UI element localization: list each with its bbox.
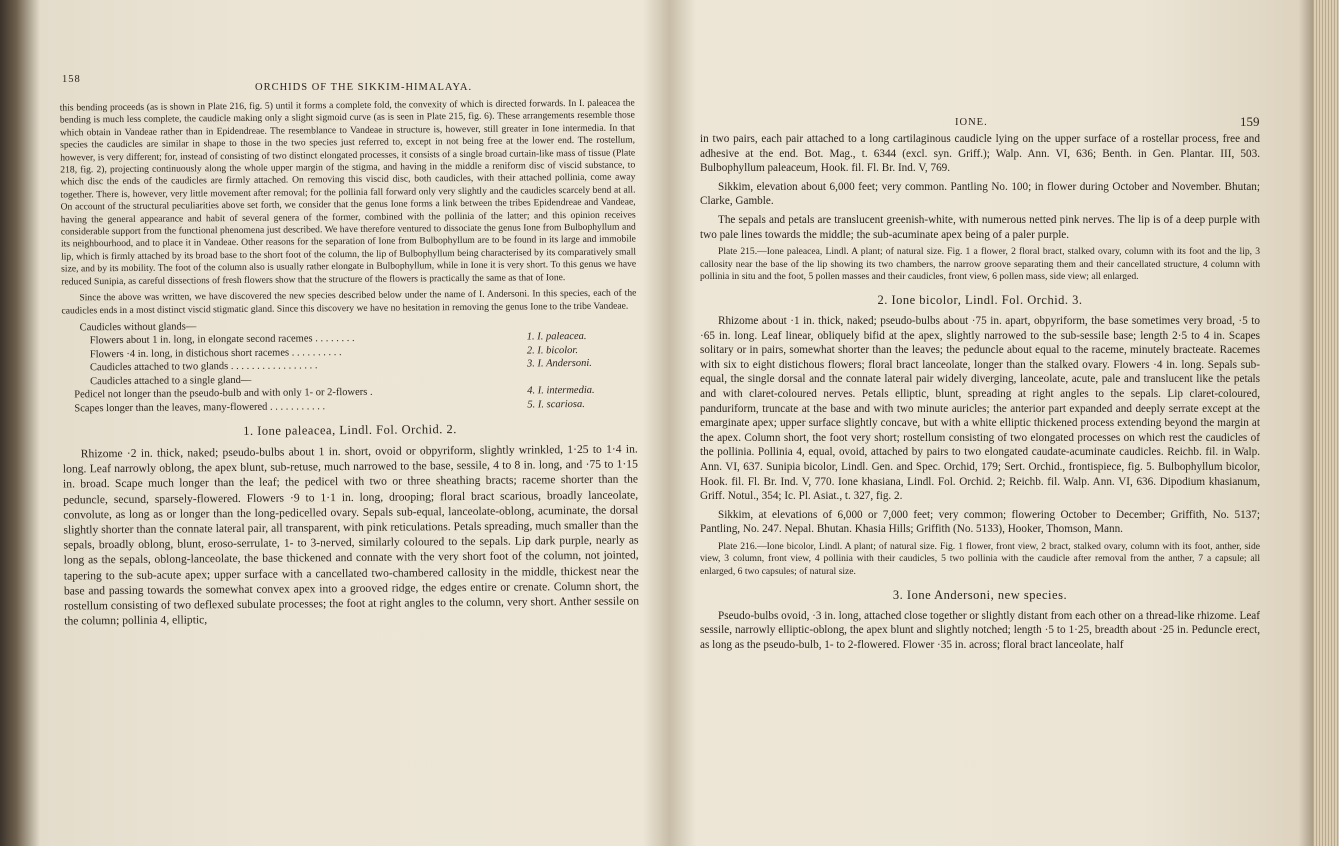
species-heading-3: 3. Ione Andersoni, new species.: [892, 588, 1068, 603]
species-heading-1: 1. Ione paleacea, Lindl. Fol. Orchid. 2.: [243, 422, 457, 439]
key-row: Flowers about 1 in. long, in elongate second racemes . . . . . . . . 1. I. paleacea.: [89, 331, 587, 347]
plate-216-caption: Plate 216.—Ione bicolor, Lindl. A plant; of natural size. Fig. 1 flower, front view, 2 bract, stalked ovary, column with its foot, anther, side view, 3 column, front view, 4 pollinia with their caudicles, 5 two pollinia with the caudicle after removal from the anther, 7 a capsule; all enlarged, 6 two capsules; of natural size.: [700, 540, 1260, 577]
left-running-head: ORCHIDS OF THE SIKKIM-HIMALAYA.: [255, 82, 473, 93]
species-description-1: Rhizome ·2 in. thick, naked; pseudo-bulbs about 1 in. short, ovoid or obpyriform, slightly wrinkled, 1·25 to 1·4 in. long. Leaf narrowly oblong, the apex blunt, sub-retuse, much narrowed to the base, sessile, 4 to 8 in. long, and ·75 to 1·15 in. broad. Scape much longer than the leaf; the pedicel with two or three sheathing bracts; raceme shorter than the peduncle, secund, sparsely-flowered. Flowers ·9 to 1·1 in. long, drooping; floral bract scarious, broadly lanceolate, convolute, as long as or longer than the long-pedicelled ovary. Sepals sub-equal, lanceolate-oblong, acuminate, the dorsal slightly shorter than the connate lateral pair, all transparent, with pink reticulations. Petals spreading, much smaller than the sepals, broadly oblong, blunt, eroso-serrulate, 1- to 3-nerved, similarly coloured to the sepals. Lip dark purple, nearly as long as the sepals, oblong-lanceolate, the base thickened and connate with the very short foot of the column, not jointed, tapering to the sub-acute apex; upper surface with a cancellated two-chambered callosity in the middle, thickest near the base and passing towards the somewhat convex apex into a grooved ridge, the edges entire or crenate. Column short, the rostellum consisting of two deflexed subulate processes; the foot at right angles to the column, very short. Anther sessile on the column; pollinia 4, elliptic,: [62, 442, 640, 628]
key-row: Scapes longer than the leaves, many-flowered . . . . . . . . . . . 5. I. scariosa.: [74, 398, 585, 415]
species-description-3: Pseudo-bulbs ovoid, ·3 in. long, attached close together or slightly distant from each other on a thread-like rhizome. Leaf sessile, narrowly elliptic-oblong, the apex blunt and slightly notched; length ·5 to 1·25, breadth about ·25 in. Peduncle erect, as long as the pseudo-bulb, 1- to 2-flowered. Flower ·35 in. across; floral bract lanceolate, half: [700, 609, 1260, 651]
right-running-head: IONE.: [955, 117, 988, 128]
left-intro-2: Since the above was written, we have discovered the new species described below under the name of I. Andersoni. In this species, each of the caudicles ends in a most distinct viscid stigmatic gland. Since this discovery we have no hesitation in removing the genus Ione to the tribe Vandeae.: [61, 287, 637, 317]
key-row: Flowers ·4 in. long, in distichous short racemes . . . . . . . . . . 2. I. bicolor.: [89, 344, 578, 361]
key-title: Caudicles without glands—: [79, 321, 197, 334]
right-p1: in two pairs, each pair attached to a long cartilaginous caudicle lying on the upper surface of a rostellar process, free and adhesive at the end. Bot. Mag., t. 6344 (excl. syn. Griff.); Walp. Ann. VI, 636; Benth. in Gen. Plantar. III, 503. Bulbophyllum paleaceum, Hook. fil. Fl. Br. Ind. V, 769.: [700, 133, 1260, 175]
key-row: Caudicles attached to two glands . . . . . . . . . . . . . . . . . 3. I. Andersoni.: [89, 358, 592, 374]
species-heading-2: 2. Ione bicolor, Lindl. Fol. Orchid. 3.: [877, 293, 1083, 308]
right-p3: The sepals and petals are translucent greenish-white, with numerous netted pink nerves. The lip is of a deep purple with two pale lines towards the middle; the sub-acuminate apex being of a paler purple.: [700, 213, 1260, 241]
left-page: [60, 98, 640, 633]
species-description-2: Rhizome about ·1 in. thick, naked; pseudo-bulbs about ·75 in. apart, obpyriform, the base sometimes very broad, ·5 to ·65 in. long. Leaf linear, obliquely bifid at the apex, slightly narrowed to the sub-sessile base; length 2·5 to 4 in. Scapes solitary or in pairs, somewhat shorter than the leaves; the peduncle about equal to the raceme, minutely bracteate. Racemes with six to eight distichous flowers; floral bract lanceolate, longer than the stalked ovary. Flowers ·4 in. long. Sepals sub-equal, the single dorsal and the connate lateral pair widely diverging, lanceolate, acute, pale and translucent like the petals and with claret-coloured nerves. Petals elliptic, blunt, spreading at right angles to the sepals. Lip claret-coloured, panduriform, truncate at the base and with two minute auricles; the anterior part expanded and deeply serrate except at the emarginate apex; upper surface slightly concave, but with a white elliptic thickened process extending beyond the margin at the apex. Column short, the foot very short; rostellum consisting of two elongated processes on which rest the caudicles of the pollinia. Pollinia 4, equal, ovoid, attached by pairs to two elongated caudate-acuminate caudicles. Reichb. fil. in Walp. Ann. VI, 637. Sunipia bicolor, Lindl. Gen. and Spec. Orchid, 179; Sert. Orchid., frontispiece, fig. 5. Bulbophyllum bicolor, Hook. fil. Fl. Br. Ind. V, 770. Ione khasiana, Lindl. Fol. Orchid. 2; Reichb. fil. Walp. Ann. VI, 636. Dipodium khasianum, Griff. Notul., 354; Ic. Pl. Asiat., t. 327, fig. 2.: [700, 314, 1260, 503]
key-row: Pedicel not longer than the pseudo-bulb and with only 1- or 2-flowers . 4. I. intermedia.: [74, 385, 595, 401]
right-p2: Sikkim, elevation about 6,000 feet; very common. Pantling No. 100; in flower during October and November. Bhutan; Clarke, Gamble.: [700, 180, 1260, 208]
right-p5: Sikkim, at elevations of 6,000 or 7,000 feet; very common; flowering October to December; Griffith, No. 5137; Pantling, No. 247. Nepal. Bhutan. Khasia Hills; Griffith (No. 5133), Hooker, Thomson, Mann.: [700, 508, 1260, 536]
left-page-number: 158: [62, 74, 81, 85]
right-page-number: 159: [1240, 114, 1260, 129]
page-edges: [1313, 0, 1339, 846]
right-page: [700, 132, 1260, 656]
species-key: [62, 316, 638, 416]
plate-215-caption: Plate 215.—Ione paleacea, Lindl. A plant; of natural size. Fig. 1 a flower, 2 floral bract, stalked ovary, column with its foot and the lip, 3 callosity near the base of the lip showing its two chambers, the narrow groove separating them and their cancellated structure, 4 column with pollinia in situ and the foot, 5 pollen masses and their caudicles, front view, 6 pollen mass, side view; all enlarged.: [700, 246, 1260, 282]
key-row: Caudicles attached to a single gland—: [90, 374, 252, 388]
left-intro: this bending proceeds (as is shown in Plate 216, fig. 5) until it forms a complete fold, the convexity of which is directed forwards. In I. paleacea the bending is much less complete, the caudicle making only a slight sigmoid curve (as is seen in Plate 215, fig. 6). These arrangements resemble those which obtain in Vandeae rather than in Epidendreae. The resemblance to Vandeae in structure is, however, still greater in Ione intermedia. In that species the caudicles are similar in shape to those in the two species just referred to, except in not being free at the lower end. The rostellum, however, is very different; for, instead of consisting of two distinct elongated processes, it consists of a single broad curtain-like mass of tissue (Plate 218, fig. 2), projecting continuously along the whole upper margin of the stigma, and having in the middle a reniform disc of viscid substance, to which disc the ends of the caudicles are firmly attached. On removing this viscid disc, both caudicles, with their attached pollinia, come away together. There is, however, very little movement after removal; for the pollinia fall forward only very slightly and the caudicles scarcely bend at all. On account of the structural peculiarities above set forth, we consider that the genus Ione forms a link between the tribes Epidendreae and Vandeae, having the general appearance and habit of several genera of the former, combined with the pollinia of the latter; and this opinion receives considerable support from the functional phenomena just described. We have therefore ventured to dissociate the genus Ione from Bulbophyllum and its neighbourhood, and to place it in Vandeae. Other reasons for the separation of Ione from Bulbophyllum are to be found in its large and immobile lip, which is firmly attached by its broad base to the short foot of the column, the lip of Bulbophyllum being characterised by its comparatively small size, and by its mobility. The foot of the column also is usually rather elongate in Bulbophyllum, while in Ione it is very short. To this genus we have reduced Sunipia, as careful dissections of fresh flowers show that the structure of the flowers is practically the same as that of Ione.: [59, 97, 637, 288]
